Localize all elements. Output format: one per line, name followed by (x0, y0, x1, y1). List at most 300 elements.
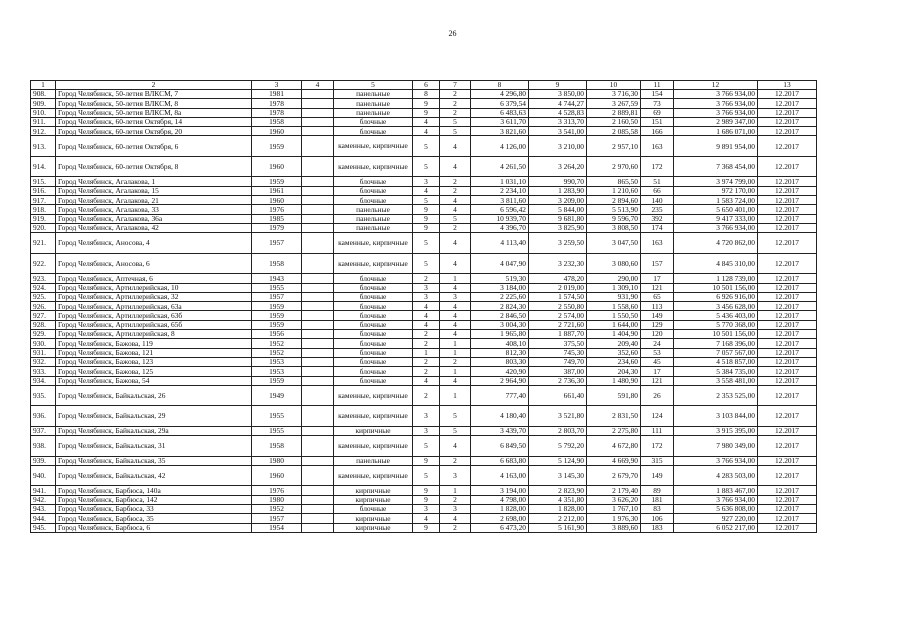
residents-cell: 149 (641, 311, 674, 320)
deadline-cell: 12.2017 (758, 495, 817, 504)
housing-register-table (30, 80, 817, 533)
residents-cell: 172 (641, 436, 674, 457)
row-number-cell: 939. (31, 456, 56, 465)
total-area-cell: 6 379,54 (471, 99, 529, 108)
entrances-cell: 4 (440, 283, 471, 292)
entrances-cell: 3 (440, 505, 471, 514)
wall-material-cell: кирпичные (334, 523, 413, 532)
deadline-cell: 12.2017 (758, 136, 817, 157)
year-commissioned-cell (302, 385, 334, 406)
repair-cost-cell: 5 636 808,00 (674, 505, 758, 514)
year-commissioned-cell (302, 367, 334, 376)
column-number-cell: 9 (529, 81, 587, 90)
residents-cell: 111 (641, 426, 674, 435)
floors-cell: 9 (413, 495, 440, 504)
wall-material-cell: блочные (334, 292, 413, 301)
private-area-cell: 1 210,60 (587, 186, 641, 195)
private-area-cell: 1 644,00 (587, 320, 641, 329)
deadline-cell: 12.2017 (758, 205, 817, 214)
residential-area-cell: 2 803,70 (529, 426, 587, 435)
total-area-cell: 4 261,50 (471, 156, 529, 177)
total-area-cell: 1 031,10 (471, 177, 529, 186)
wall-material-cell: блочные (334, 283, 413, 292)
residential-area-cell: 661,40 (529, 385, 587, 406)
address-cell: Город Челябинск, Барбюса, 140а (56, 486, 252, 495)
entrances-cell: 4 (440, 205, 471, 214)
private-area-cell: 3 047,50 (587, 233, 641, 254)
year-built-cell: 1976 (252, 486, 302, 495)
row-number-cell: 925. (31, 292, 56, 301)
total-area-cell: 777,40 (471, 385, 529, 406)
year-built-cell: 1959 (252, 177, 302, 186)
floors-cell: 4 (413, 186, 440, 195)
address-cell: Город Челябинск, 50-летия ВЛКСМ, 7 (56, 90, 252, 99)
deadline-cell: 12.2017 (758, 214, 817, 223)
year-built-cell: 1980 (252, 495, 302, 504)
page-number: 26 (448, 29, 457, 38)
address-cell: Город Челябинск, 60-летия Октября, 14 (56, 117, 252, 126)
floors-cell: 5 (413, 253, 440, 274)
repair-cost-cell: 6 052 217,00 (674, 523, 758, 532)
total-area-cell: 3 821,60 (471, 127, 529, 136)
total-area-cell: 10 939,70 (471, 214, 529, 223)
row-number-cell: 922. (31, 253, 56, 274)
floors-cell: 5 (413, 465, 440, 486)
deadline-cell: 12.2017 (758, 357, 817, 366)
total-area-cell: 4 180,40 (471, 406, 529, 427)
wall-material-cell: панельные (334, 108, 413, 117)
row-number-cell: 914. (31, 156, 56, 177)
repair-cost-cell: 9 891 954,00 (674, 136, 758, 157)
wall-material-cell: блочные (334, 274, 413, 283)
entrances-cell: 2 (440, 177, 471, 186)
repair-cost-cell: 1 883 467,00 (674, 486, 758, 495)
private-area-cell: 1 976,30 (587, 514, 641, 523)
total-area-cell: 4 113,40 (471, 233, 529, 254)
deadline-cell: 12.2017 (758, 233, 817, 254)
row-number-cell: 910. (31, 108, 56, 117)
address-cell: Город Челябинск, Агалакова, 1 (56, 177, 252, 186)
residents-cell: 140 (641, 196, 674, 205)
floors-cell: 4 (413, 311, 440, 320)
table-row (31, 177, 817, 186)
wall-material-cell: кирпичные (334, 426, 413, 435)
repair-cost-cell: 4 283 503,00 (674, 465, 758, 486)
address-cell: Город Челябинск, Бажова, 125 (56, 367, 252, 376)
residents-cell: 235 (641, 205, 674, 214)
private-area-cell: 2 970,60 (587, 156, 641, 177)
table-row (31, 523, 817, 532)
floors-cell: 9 (413, 486, 440, 495)
floors-cell: 2 (413, 357, 440, 366)
floors-cell: 3 (413, 505, 440, 514)
table-row (31, 156, 817, 177)
private-area-cell: 3 080,60 (587, 253, 641, 274)
floors-cell: 4 (413, 376, 440, 385)
deadline-cell: 12.2017 (758, 367, 817, 376)
private-area-cell: 2 957,10 (587, 136, 641, 157)
residential-area-cell: 3 232,30 (529, 253, 587, 274)
row-number-cell: 927. (31, 311, 56, 320)
entrances-cell: 2 (440, 223, 471, 232)
floors-cell: 3 (413, 406, 440, 427)
row-number-cell: 921. (31, 233, 56, 254)
deadline-cell: 12.2017 (758, 436, 817, 457)
row-number-cell: 924. (31, 283, 56, 292)
total-area-cell: 408,10 (471, 339, 529, 348)
year-built-cell: 1943 (252, 274, 302, 283)
address-cell: Город Челябинск, Барбюса, 142 (56, 495, 252, 504)
table-row (31, 136, 817, 157)
repair-cost-cell: 3 766 934,00 (674, 495, 758, 504)
year-built-cell: 1956 (252, 330, 302, 339)
deadline-cell: 12.2017 (758, 274, 817, 283)
year-commissioned-cell (302, 223, 334, 232)
row-number-cell: 944. (31, 514, 56, 523)
year-built-cell: 1980 (252, 456, 302, 465)
year-commissioned-cell (302, 330, 334, 339)
deadline-cell: 12.2017 (758, 523, 817, 532)
repair-cost-cell: 4 720 862,00 (674, 233, 758, 254)
year-commissioned-cell (302, 406, 334, 427)
residents-cell: 183 (641, 523, 674, 532)
column-number-cell: 2 (56, 81, 252, 90)
deadline-cell: 12.2017 (758, 292, 817, 301)
column-number-row (31, 81, 817, 90)
entrances-cell: 2 (440, 456, 471, 465)
entrances-cell: 4 (440, 253, 471, 274)
table-row (31, 233, 817, 254)
entrances-cell: 3 (440, 292, 471, 301)
deadline-cell: 12.2017 (758, 90, 817, 99)
year-commissioned-cell (302, 320, 334, 329)
entrances-cell: 4 (440, 136, 471, 157)
deadline-cell: 12.2017 (758, 302, 817, 311)
residential-area-cell: 3 145,30 (529, 465, 587, 486)
year-built-cell: 1978 (252, 108, 302, 117)
deadline-cell: 12.2017 (758, 196, 817, 205)
private-area-cell: 931,90 (587, 292, 641, 301)
wall-material-cell: каменные, кирпичные (334, 136, 413, 157)
year-commissioned-cell (302, 292, 334, 301)
wall-material-cell: каменные, кирпичные (334, 233, 413, 254)
total-area-cell: 4 163,00 (471, 465, 529, 486)
wall-material-cell: панельные (334, 90, 413, 99)
year-commissioned-cell (302, 127, 334, 136)
total-area-cell: 2 824,30 (471, 302, 529, 311)
total-area-cell: 803,30 (471, 357, 529, 366)
year-built-cell: 1949 (252, 385, 302, 406)
total-area-cell: 6 683,80 (471, 456, 529, 465)
year-built-cell: 1952 (252, 339, 302, 348)
entrances-cell: 4 (440, 436, 471, 457)
floors-cell: 2 (413, 274, 440, 283)
year-built-cell: 1953 (252, 367, 302, 376)
private-area-cell: 591,80 (587, 385, 641, 406)
total-area-cell: 2 234,10 (471, 186, 529, 195)
column-number-cell: 7 (440, 81, 471, 90)
row-number-cell: 912. (31, 127, 56, 136)
column-number-cell: 6 (413, 81, 440, 90)
table-row (31, 292, 817, 301)
repair-cost-cell: 927 220,00 (674, 514, 758, 523)
wall-material-cell: блочные (334, 339, 413, 348)
residential-area-cell: 3 259,50 (529, 233, 587, 254)
repair-cost-cell: 7 057 567,00 (674, 348, 758, 357)
deadline-cell: 12.2017 (758, 320, 817, 329)
wall-material-cell: блочные (334, 367, 413, 376)
year-built-cell: 1957 (252, 233, 302, 254)
deadline-cell: 12.2017 (758, 465, 817, 486)
year-commissioned-cell (302, 136, 334, 157)
address-cell: Город Челябинск, Бажова, 123 (56, 357, 252, 366)
total-area-cell: 2 698,00 (471, 514, 529, 523)
repair-cost-cell: 3 456 628,00 (674, 302, 758, 311)
column-number-cell: 1 (31, 81, 56, 90)
repair-cost-cell: 7 168 396,00 (674, 339, 758, 348)
private-area-cell: 204,30 (587, 367, 641, 376)
floors-cell: 1 (413, 348, 440, 357)
entrances-cell: 5 (440, 127, 471, 136)
column-number-cell: 12 (674, 81, 758, 90)
address-cell: Город Челябинск, Агалакова, 42 (56, 223, 252, 232)
table-row (31, 108, 817, 117)
total-area-cell: 1 965,80 (471, 330, 529, 339)
entrances-cell: 4 (440, 311, 471, 320)
entrances-cell: 2 (440, 108, 471, 117)
row-number-cell: 940. (31, 465, 56, 486)
year-commissioned-cell (302, 436, 334, 457)
wall-material-cell: блочные (334, 117, 413, 126)
floors-cell: 5 (413, 233, 440, 254)
year-commissioned-cell (302, 348, 334, 357)
floors-cell: 9 (413, 523, 440, 532)
entrances-cell: 2 (440, 357, 471, 366)
floors-cell: 9 (413, 214, 440, 223)
year-commissioned-cell (302, 357, 334, 366)
residential-area-cell: 3 313,70 (529, 117, 587, 126)
repair-cost-cell: 3 766 934,00 (674, 108, 758, 117)
residents-cell: 124 (641, 406, 674, 427)
total-area-cell: 2 964,90 (471, 376, 529, 385)
year-commissioned-cell (302, 523, 334, 532)
column-number-cell: 8 (471, 81, 529, 90)
year-built-cell: 1978 (252, 99, 302, 108)
wall-material-cell: каменные, кирпичные (334, 465, 413, 486)
total-area-cell: 2 846,50 (471, 311, 529, 320)
deadline-cell: 12.2017 (758, 311, 817, 320)
year-commissioned-cell (302, 196, 334, 205)
year-commissioned-cell (302, 274, 334, 283)
repair-cost-cell: 10 501 156,00 (674, 330, 758, 339)
table-row (31, 214, 817, 223)
total-area-cell: 420,90 (471, 367, 529, 376)
address-cell: Город Челябинск, 50-летия ВЛКСМ, 8а (56, 108, 252, 117)
year-commissioned-cell (302, 214, 334, 223)
address-cell: Город Челябинск, Агалакова, 21 (56, 196, 252, 205)
repair-cost-cell: 3 103 844,00 (674, 406, 758, 427)
entrances-cell: 5 (440, 214, 471, 223)
address-cell: Город Челябинск, Аптечная, 6 (56, 274, 252, 283)
row-number-cell: 918. (31, 205, 56, 214)
residential-area-cell: 5 792,20 (529, 436, 587, 457)
entrances-cell: 1 (440, 274, 471, 283)
repair-cost-cell: 3 766 934,00 (674, 90, 758, 99)
residential-area-cell: 387,00 (529, 367, 587, 376)
row-number-cell: 945. (31, 523, 56, 532)
table-row (31, 357, 817, 366)
total-area-cell: 4 296,80 (471, 90, 529, 99)
floors-cell: 9 (413, 99, 440, 108)
year-commissioned-cell (302, 486, 334, 495)
total-area-cell: 1 828,00 (471, 505, 529, 514)
floors-cell: 5 (413, 436, 440, 457)
address-cell: Город Челябинск, Байкальская, 35 (56, 456, 252, 465)
year-built-cell: 1960 (252, 127, 302, 136)
year-built-cell: 1957 (252, 292, 302, 301)
wall-material-cell: панельные (334, 456, 413, 465)
repair-cost-cell: 1 686 071,00 (674, 127, 758, 136)
column-number-cell: 5 (334, 81, 413, 90)
deadline-cell: 12.2017 (758, 99, 817, 108)
total-area-cell: 3 194,00 (471, 486, 529, 495)
residents-cell: 73 (641, 99, 674, 108)
wall-material-cell: кирпичные (334, 495, 413, 504)
row-number-cell: 911. (31, 117, 56, 126)
row-number-cell: 935. (31, 385, 56, 406)
floors-cell: 3 (413, 283, 440, 292)
deadline-cell: 12.2017 (758, 223, 817, 232)
private-area-cell: 2 275,80 (587, 426, 641, 435)
deadline-cell: 12.2017 (758, 186, 817, 195)
table-row (31, 186, 817, 195)
entrances-cell: 2 (440, 495, 471, 504)
floors-cell: 2 (413, 367, 440, 376)
year-built-cell: 1958 (252, 436, 302, 457)
total-area-cell: 6 849,50 (471, 436, 529, 457)
table-row (31, 274, 817, 283)
floors-cell: 5 (413, 136, 440, 157)
residents-cell: 45 (641, 357, 674, 366)
residents-cell: 26 (641, 385, 674, 406)
deadline-cell: 12.2017 (758, 127, 817, 136)
floors-cell: 3 (413, 292, 440, 301)
table-row (31, 99, 817, 108)
total-area-cell: 3 811,60 (471, 196, 529, 205)
year-commissioned-cell (302, 186, 334, 195)
repair-cost-cell: 4 845 310,00 (674, 253, 758, 274)
total-area-cell: 4 047,90 (471, 253, 529, 274)
residential-area-cell: 2 212,00 (529, 514, 587, 523)
row-number-cell: 908. (31, 90, 56, 99)
table-row (31, 339, 817, 348)
deadline-cell: 12.2017 (758, 426, 817, 435)
private-area-cell: 3 626,20 (587, 495, 641, 504)
address-cell: Город Челябинск, Барбюса, 33 (56, 505, 252, 514)
year-built-cell: 1960 (252, 465, 302, 486)
entrances-cell: 5 (440, 426, 471, 435)
total-area-cell: 6 596,42 (471, 205, 529, 214)
table-row (31, 223, 817, 232)
residential-area-cell: 2 721,60 (529, 320, 587, 329)
residential-area-cell: 4 528,83 (529, 108, 587, 117)
residents-cell: 83 (641, 505, 674, 514)
year-commissioned-cell (302, 156, 334, 177)
wall-material-cell: каменные, кирпичные (334, 156, 413, 177)
table-row (31, 367, 817, 376)
address-cell: Город Челябинск, Байкальская, 26 (56, 385, 252, 406)
residential-area-cell: 4 744,27 (529, 99, 587, 108)
year-commissioned-cell (302, 495, 334, 504)
address-cell: Город Челябинск, 60-летия Октября, 8 (56, 156, 252, 177)
private-area-cell: 2 889,81 (587, 108, 641, 117)
residents-cell: 106 (641, 514, 674, 523)
row-number-cell: 928. (31, 320, 56, 329)
private-area-cell: 209,40 (587, 339, 641, 348)
deadline-cell: 12.2017 (758, 117, 817, 126)
address-cell: Город Челябинск, Артиллерийская, 63а (56, 302, 252, 311)
table-row (31, 376, 817, 385)
residential-area-cell: 1 828,00 (529, 505, 587, 514)
entrances-cell: 4 (440, 233, 471, 254)
private-area-cell: 4 672,80 (587, 436, 641, 457)
repair-cost-cell: 5 384 735,00 (674, 367, 758, 376)
repair-cost-cell: 2 353 525,00 (674, 385, 758, 406)
private-area-cell: 3 716,30 (587, 90, 641, 99)
floors-cell: 4 (413, 302, 440, 311)
wall-material-cell: блочные (334, 186, 413, 195)
year-built-cell: 1981 (252, 90, 302, 99)
deadline-cell: 12.2017 (758, 406, 817, 427)
private-area-cell: 1 558,60 (587, 302, 641, 311)
residential-area-cell: 478,20 (529, 274, 587, 283)
private-area-cell: 4 669,90 (587, 456, 641, 465)
floors-cell: 2 (413, 385, 440, 406)
year-commissioned-cell (302, 302, 334, 311)
residential-area-cell: 3 825,90 (529, 223, 587, 232)
residents-cell: 392 (641, 214, 674, 223)
wall-material-cell: панельные (334, 214, 413, 223)
residents-cell: 66 (641, 186, 674, 195)
address-cell: Город Челябинск, Байкальская, 42 (56, 465, 252, 486)
wall-material-cell: панельные (334, 99, 413, 108)
year-built-cell: 1976 (252, 205, 302, 214)
private-area-cell: 352,60 (587, 348, 641, 357)
year-built-cell: 1952 (252, 505, 302, 514)
table-row (31, 117, 817, 126)
floors-cell: 4 (413, 514, 440, 523)
table-row (31, 426, 817, 435)
total-area-cell: 2 225,60 (471, 292, 529, 301)
repair-cost-cell: 3 558 481,00 (674, 376, 758, 385)
address-cell: Город Челябинск, 50-летия ВЛКСМ, 8 (56, 99, 252, 108)
residents-cell: 113 (641, 302, 674, 311)
year-built-cell: 1959 (252, 311, 302, 320)
entrances-cell: 1 (440, 367, 471, 376)
private-area-cell: 2 831,50 (587, 406, 641, 427)
residents-cell: 17 (641, 274, 674, 283)
repair-cost-cell: 5 770 368,00 (674, 320, 758, 329)
row-number-cell: 943. (31, 505, 56, 514)
repair-cost-cell: 9 417 333,00 (674, 214, 758, 223)
year-built-cell: 1958 (252, 253, 302, 274)
total-area-cell: 812,30 (471, 348, 529, 357)
repair-cost-cell: 7 980 349,00 (674, 436, 758, 457)
repair-cost-cell: 3 766 934,00 (674, 223, 758, 232)
address-cell: Город Челябинск, Артиллерийская, 10 (56, 283, 252, 292)
residents-cell: 149 (641, 465, 674, 486)
year-built-cell: 1959 (252, 376, 302, 385)
